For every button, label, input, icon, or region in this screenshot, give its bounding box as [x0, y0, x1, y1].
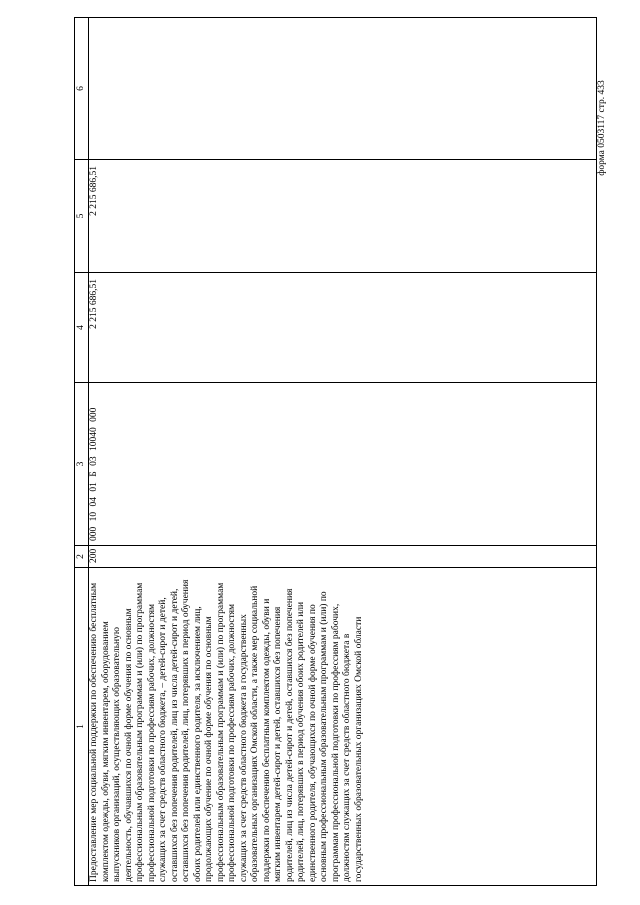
column-header-5: 5: [75, 160, 89, 273]
row-description: Предоставление мер социальной поддержки по обеспечению бесплатным комплектом одежды, обуви, мягким инвентарем, оборудованием выпускников организаций, осуществляющих образовательную деятельность, обучавшихся по очной форме обучения по основным профессиональным образовательным программам и (или) по программам профессиональной подготовки по профессиям рабочих, должностям служащих за счет средств областного бюджета, – детей-сирот и детей, оставшихся без попечения родителей, лиц из числа детей-сирот и детей, оставшихся без попечения родителей, лиц, потерявших в период обучения обоих родителей или единственного родителя, за исключением лиц, продолжающих обучение по очной форме обучения по основным профессиональным образовательным программам и (или) по программам профессиональной подготовки по профессиям рабочих, должностям служащих за счет средств областного бюджета в государственных образовательных организациях Омской области, а также мер социальной поддержки по обеспечению бесплатным комплектом одежды, обуви и мягким инвентарем детей-сирот и детей, оставшихся без попечения родителей, лиц из числа детей-сирот и детей, оставшихся без попечения родителей, лиц, потерявших в период обучения обоих родителей или единственного родителя, обучающихся по очной форме обучения по основным профессиональным образовательным программам и (или) по программам профессиональной подготовки по профессиям рабочих, должностям служащих за счет средств областного бюджета в государственных образовательных организациях Омской области: [89, 568, 597, 886]
row-budget-code: 000 10 04 01 Б 03 10040 000: [89, 383, 597, 546]
report-table-rotated: [74, 18, 597, 886]
table-row: [89, 18, 597, 886]
row-line-code: 200: [89, 546, 597, 568]
report-table: [74, 17, 597, 886]
form-page-number: форма 0503117 стр. 433: [597, 80, 607, 176]
report-table-container: [74, 18, 597, 886]
row-approved-amount: 2 215 686,51: [89, 273, 597, 383]
column-header-2: 2: [75, 546, 89, 568]
column-header-3: 3: [75, 383, 89, 546]
column-header-6: 6: [75, 18, 89, 160]
column-number-row: [75, 18, 89, 886]
row-unexecuted-amount: [89, 18, 597, 160]
row-executed-amount: 2 215 686,51: [89, 160, 597, 273]
form-label: [0, 0, 607, 176]
column-header-4: 4: [75, 273, 89, 383]
column-header-1: 1: [75, 568, 89, 886]
